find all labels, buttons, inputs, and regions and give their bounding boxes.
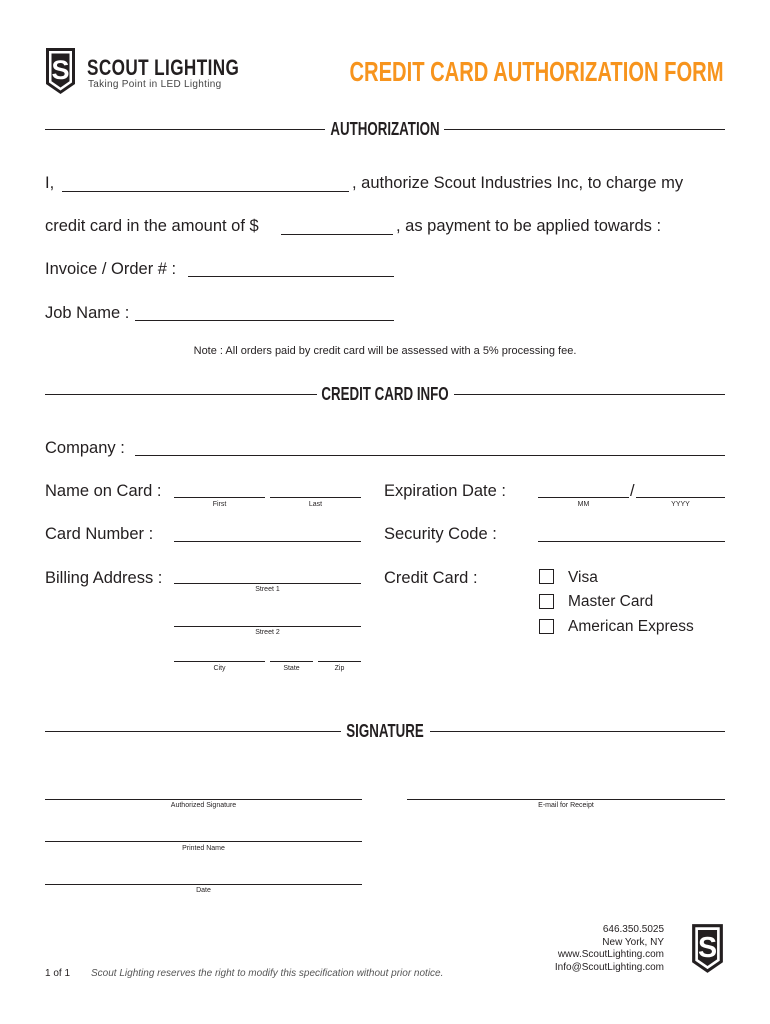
security-code-field[interactable]	[538, 541, 725, 542]
invoice-field[interactable]	[188, 276, 394, 277]
section-rule	[45, 394, 317, 395]
section-rule	[45, 731, 341, 732]
invoice-label: Invoice / Order # :	[45, 260, 177, 278]
expiration-label: Expiration Date :	[384, 482, 506, 500]
expiration-slash: /	[630, 482, 635, 500]
company-field[interactable]	[135, 455, 725, 456]
street2-field[interactable]	[174, 626, 361, 627]
zip-field[interactable]	[318, 661, 361, 662]
expiration-year-field[interactable]	[636, 497, 725, 498]
amex-checkbox[interactable]	[539, 619, 554, 634]
mastercard-label: Master Card	[568, 593, 654, 610]
contact-city: New York, NY	[602, 936, 664, 948]
job-name-field[interactable]	[135, 320, 394, 321]
street2-caption: Street 2	[255, 629, 280, 636]
company-label: Company :	[45, 439, 125, 457]
yyyy-caption: YYYY	[671, 501, 690, 508]
visa-label: Visa	[568, 569, 598, 586]
card-number-field[interactable]	[174, 541, 361, 542]
amex-label: American Express	[568, 618, 694, 635]
logo-shield-icon	[44, 46, 77, 96]
state-caption: State	[283, 665, 300, 672]
expiration-month-field[interactable]	[538, 497, 629, 498]
name-on-card-label: Name on Card :	[45, 482, 162, 500]
signature-title: SIGNATURE	[346, 721, 424, 741]
first-name-field[interactable]	[174, 497, 265, 498]
email-receipt-field[interactable]	[407, 799, 725, 800]
city-field[interactable]	[174, 661, 265, 662]
street1-field[interactable]	[174, 583, 361, 584]
authorization-title: AUTHORIZATION	[330, 119, 440, 139]
credit-card-type-label: Credit Card :	[384, 569, 478, 587]
authorize-line-suffix: , authorize Scout Industries Inc, to charge my	[352, 174, 684, 192]
contact-email[interactable]: Info@ScoutLighting.com	[554, 961, 664, 973]
email-receipt-caption: E-mail for Receipt	[538, 802, 594, 809]
printed-name-field[interactable]	[45, 841, 362, 842]
authorize-line-prefix: I,	[45, 174, 55, 192]
amount-line-suffix: , as payment to be applied towards :	[396, 217, 662, 235]
section-rule	[430, 731, 725, 732]
date-caption: Date	[196, 887, 211, 894]
billing-address-label: Billing Address :	[45, 569, 163, 587]
street1-caption: Street 1	[255, 586, 280, 593]
mastercard-checkbox[interactable]	[539, 594, 554, 609]
amount-field[interactable]	[281, 234, 393, 235]
first-caption: First	[212, 501, 227, 508]
date-field[interactable]	[45, 884, 362, 885]
section-rule	[444, 129, 725, 130]
processing-fee-note: Note : All orders paid by credit card will be assessed with a 5% processing fee.	[193, 345, 577, 357]
authorized-signature-caption: Authorized Signature	[170, 802, 237, 809]
contact-phone: 646.350.5025	[602, 924, 664, 935]
svg-text:S: S	[51, 55, 70, 85]
footer-logo-shield-icon	[690, 921, 725, 976]
printed-name-caption: Printed Name	[182, 845, 225, 852]
svg-text:S: S	[697, 931, 718, 964]
last-caption: Last	[308, 501, 323, 508]
mm-caption: MM	[577, 501, 590, 508]
city-caption: City	[213, 665, 226, 672]
last-name-field[interactable]	[270, 497, 361, 498]
brand-name: SCOUT LIGHTING	[87, 55, 240, 80]
contact-website[interactable]: www.ScoutLighting.com	[557, 949, 664, 960]
page-number: 1 of 1	[45, 968, 71, 979]
visa-checkbox[interactable]	[539, 569, 554, 584]
card-info-title: CREDIT CARD INFO	[321, 384, 449, 404]
section-rule	[45, 129, 325, 130]
disclaimer: Scout Lighting reserves the right to modify this specification without prior notice.	[91, 968, 444, 979]
section-rule	[454, 394, 725, 395]
security-code-label: Security Code :	[384, 525, 497, 543]
authorized-signature-field[interactable]	[45, 799, 362, 800]
state-field[interactable]	[270, 661, 313, 662]
job-name-label: Job Name :	[45, 304, 130, 322]
zip-caption: Zip	[334, 665, 345, 672]
amount-line-prefix: credit card in the amount of $	[45, 217, 259, 235]
form-title: CREDIT CARD AUTHORIZATION FORM	[349, 56, 724, 87]
contact-block	[555, 924, 664, 974]
brand-tagline: Taking Point in LED Lighting	[88, 79, 222, 90]
authorizer-name-field[interactable]	[62, 191, 349, 192]
card-number-label: Card Number :	[45, 525, 154, 543]
